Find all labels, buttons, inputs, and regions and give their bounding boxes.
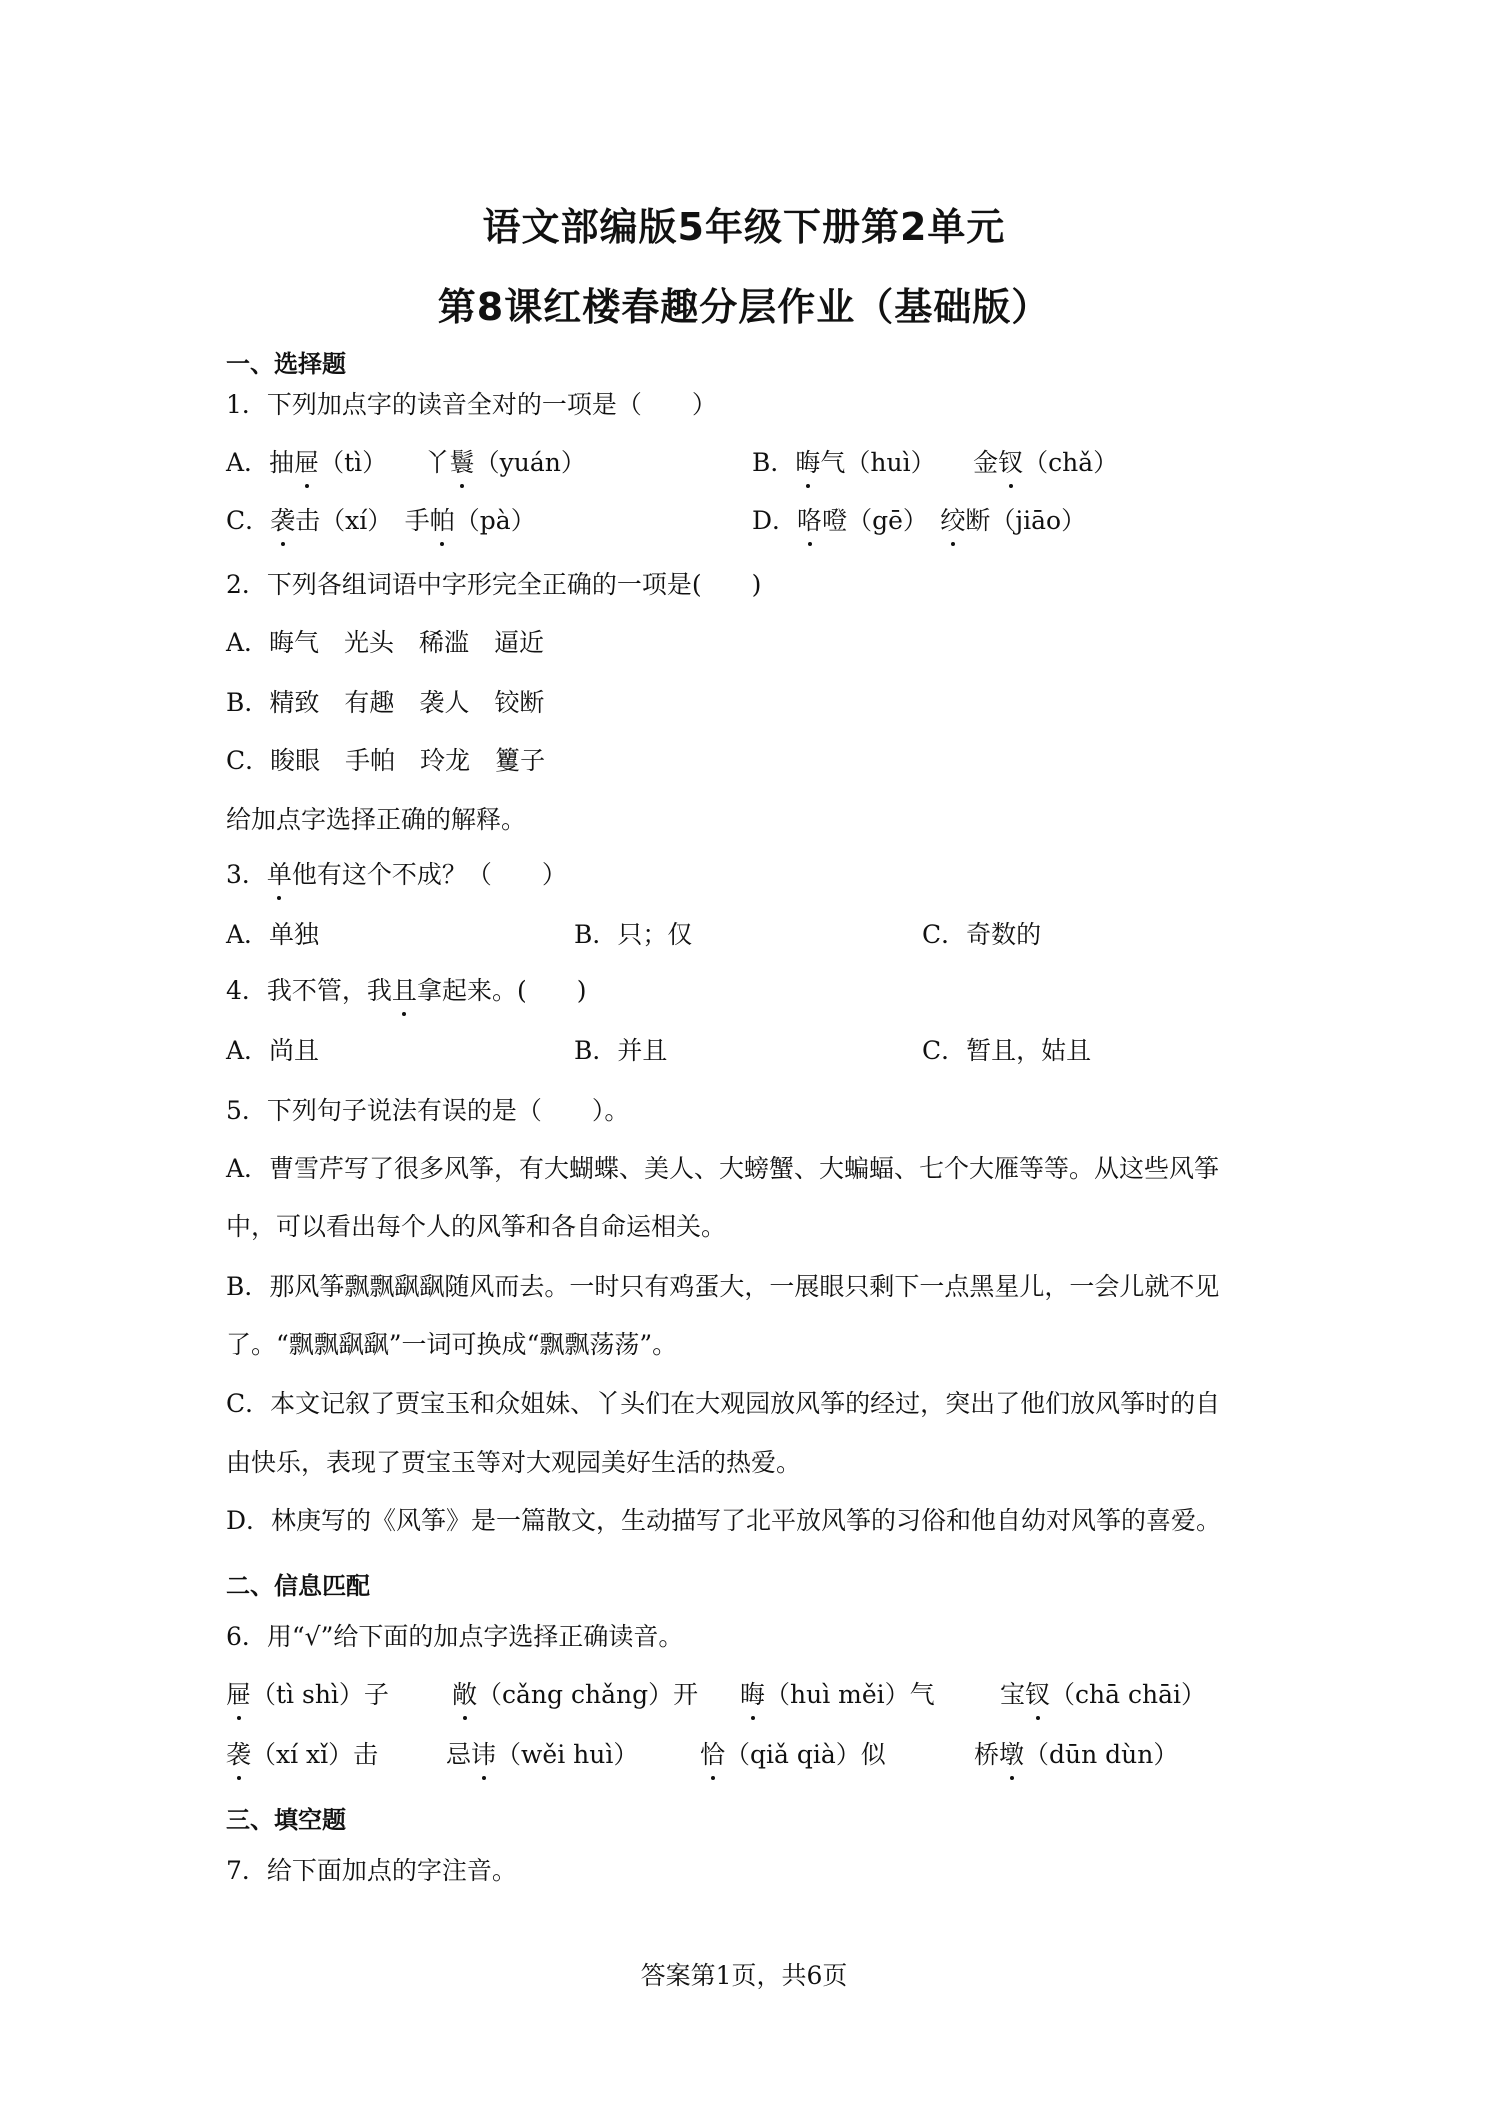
q6-item: 桥墩（dūn dùn）	[974, 1738, 1178, 1772]
q5-option-a-line1: A．曹雪芹写了很多风筝，有大蝴蝶、美人、大螃蟹、大蝙蝠、七个大雁等等。从这些风筝	[226, 1154, 1220, 1183]
question-3-stem: 3．单他有这个不成？（ ）	[226, 858, 567, 892]
question-4-stem: 4．我不管，我且拿起来。( )	[226, 974, 586, 1008]
question-5-stem: 5．下列句子说法有误的是（ ）。	[226, 1096, 630, 1125]
question-7-stem: 7．给下面加点的字注音。	[226, 1856, 517, 1885]
q1-option-c: C．袭击（xí） 手帕（pà）	[226, 504, 536, 538]
q4-option-c: C．暂且，姑且	[922, 1036, 1092, 1065]
q5-option-c-line2: 由快乐，表现了贾宝玉等对大观园美好生活的热爱。	[226, 1448, 802, 1477]
q2-option-c: C．睃眼 手帕 玲龙 籰子	[226, 746, 546, 775]
q2-option-a: A．晦气 光头 稀滥 逼近	[226, 628, 545, 657]
q6-item: 宝钗（chā chāi）	[1000, 1678, 1206, 1712]
q1-option-b: B．晦气（huì） 金钗（chǎ）	[752, 446, 1118, 480]
doc-title-line1: 语文部编版5年级下册第2单元	[482, 205, 1006, 249]
q4-option-a: A．尚且	[226, 1036, 320, 1065]
q5-option-b-line2: 了。“飘飘飖飖”一词可换成“飘飘荡荡”。	[226, 1330, 678, 1359]
q4-option-b: B．并且	[574, 1036, 668, 1065]
q6-item: 恰（qiǎ qià）似	[700, 1738, 886, 1772]
doc-title-line2: 第8课红楼春趣分层作业（基础版）	[437, 285, 1051, 329]
q6-item: 袭（xí xǐ）击	[226, 1738, 378, 1772]
q3-option-c: C．奇数的	[922, 920, 1042, 949]
q2-option-b: B．精致 有趣 袭人 铰断	[226, 688, 545, 717]
section-heading-choice: 一、选择题	[226, 350, 346, 378]
question-2-stem: 2．下列各组词语中字形完全正确的一项是( )	[226, 570, 762, 599]
q6-item: 敞（cǎng chǎng）开	[452, 1678, 698, 1712]
q6-item: 晦（huì měi）气	[740, 1678, 935, 1712]
section-heading-matching: 二、信息匹配	[226, 1572, 370, 1600]
q3-option-b: B．只；仅	[574, 920, 693, 949]
q6-item: 忌讳（wěi huì）	[446, 1738, 638, 1772]
question-6-stem: 6．用“√”给下面的加点字选择正确读音。	[226, 1622, 684, 1651]
instruction-text: 给加点字选择正确的解释。	[226, 805, 527, 834]
question-1-stem: 1．下列加点字的读音全对的一项是（ ）	[226, 390, 717, 419]
section-heading-fill: 三、填空题	[226, 1806, 346, 1834]
q6-item: 屉（tì shì）子	[226, 1678, 389, 1712]
q5-option-b-line1: B．那风筝飘飘飖飖随风而去。一时只有鸡蛋大，一展眼只剩下一点黑星儿，一会儿就不见	[226, 1272, 1220, 1301]
q1-option-a: A．抽屉（tì） 丫鬟（yuán）	[226, 446, 586, 480]
q3-option-a: A．单独	[226, 920, 320, 949]
q5-option-c-line1: C．本文记叙了贾宝玉和众姐妹、丫头们在大观园放风筝的经过，突出了他们放风筝时的自	[226, 1389, 1221, 1418]
q5-option-a-line2: 中，可以看出每个人的风筝和各自命运相关。	[226, 1212, 727, 1241]
q1-option-d: D．咯噔（gē） 绞断（jiāo）	[752, 504, 1086, 538]
page-footer: 答案第1页，共6页	[640, 1961, 848, 1990]
q5-option-d: D．林庚写的《风筝》是一篇散文，生动描写了北平放风筝的习俗和他自幼对风筝的喜爱。	[226, 1506, 1222, 1535]
